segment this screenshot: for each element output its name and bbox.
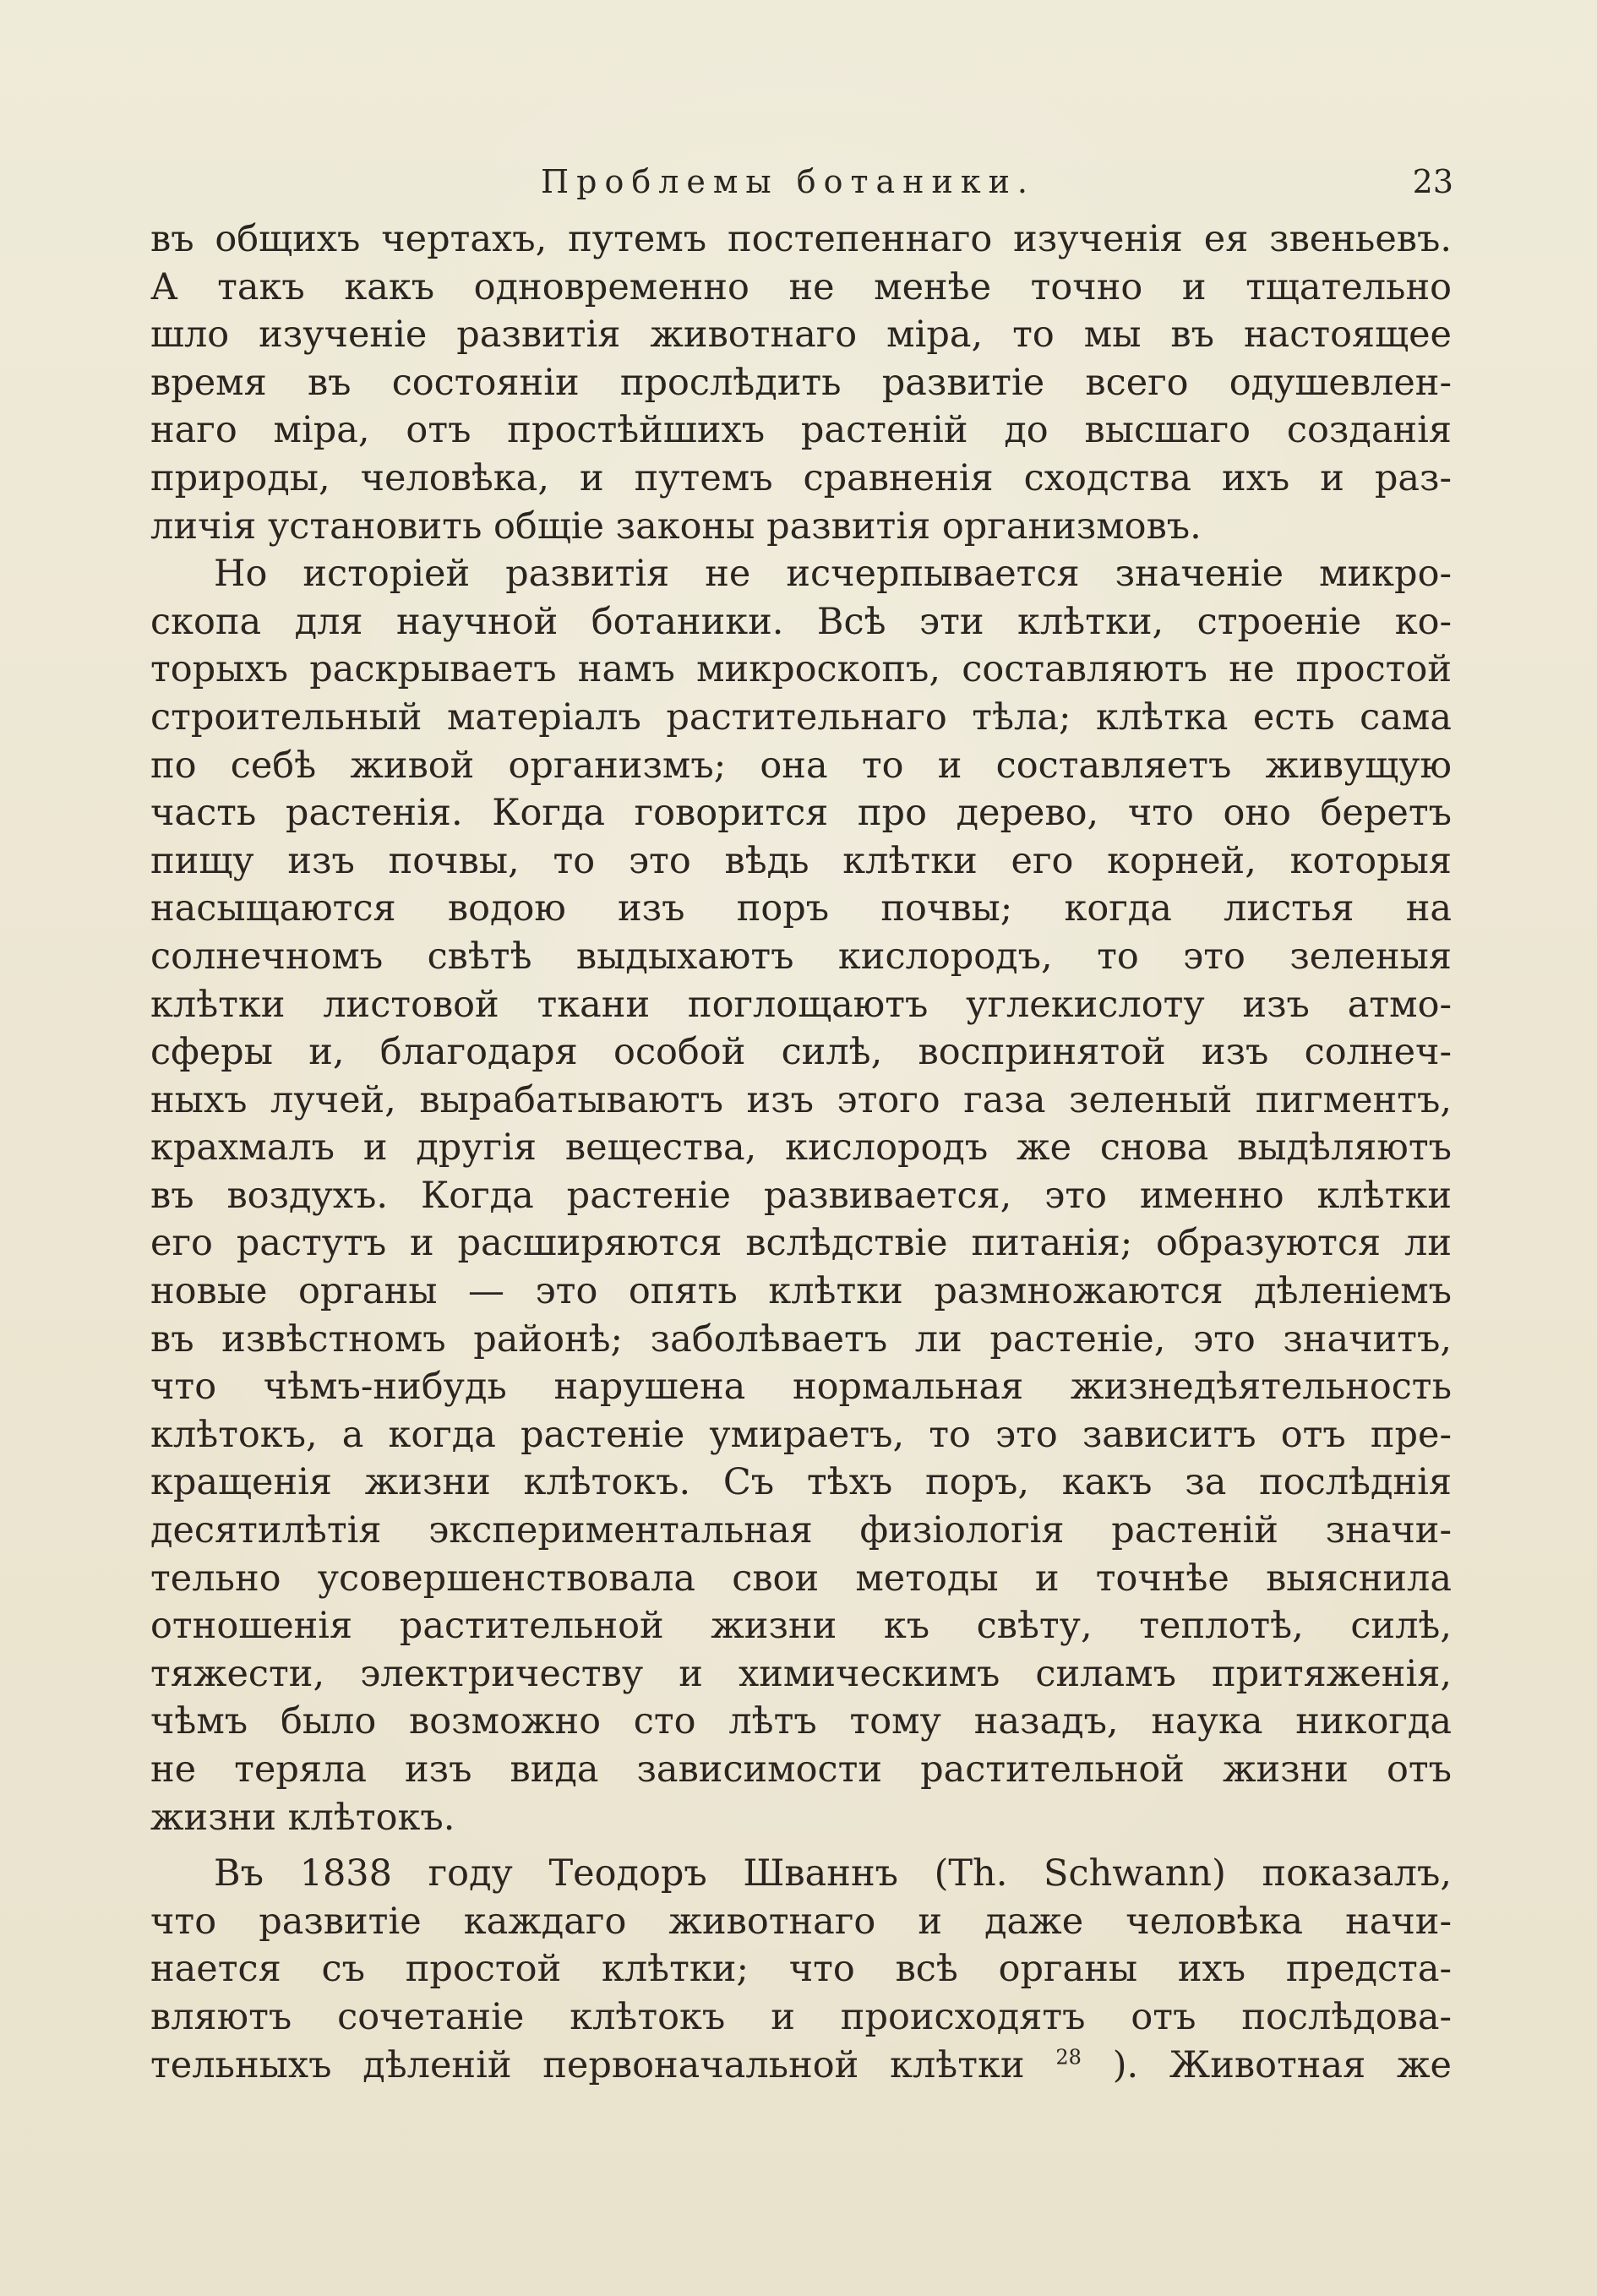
running-title: Проблемы ботаники. bbox=[541, 163, 1035, 200]
text-line: тяжести, электричеству и химическимъ силамъ притяженія, bbox=[150, 1652, 1452, 1695]
text-line: въ извѣстномъ районѣ; заболѣваетъ ли растеніе, это значитъ, bbox=[150, 1317, 1452, 1361]
text-line: личія установить общіе законы развитія организмовъ. bbox=[150, 504, 1202, 548]
text-line: скопа для научной ботаники. Всѣ эти клѣтки, строеніе ко- bbox=[150, 600, 1452, 643]
text-line: новые органы — это опять клѣтки размножаются дѣленіемъ bbox=[150, 1270, 1452, 1313]
footnote-reference[interactable]: 28 bbox=[1055, 2045, 1082, 2070]
text-line: крахмалъ и другія вещества, кислородъ же снова выдѣляютъ bbox=[150, 1126, 1452, 1170]
text-line: что развитіе каждаго животнаго и даже человѣка начи- bbox=[150, 1900, 1452, 1943]
text-line: нается съ простой клѣтки; что всѣ органы ихъ предста- bbox=[150, 1948, 1452, 1991]
text-fragment: тельныхъ дѣленій первоначальной клѣтки bbox=[150, 2043, 1025, 2086]
body-text bbox=[150, 215, 1452, 2089]
text-line: отношенія растительной жизни къ свѣту, теплотѣ, силѣ, bbox=[150, 1605, 1452, 1648]
text-fragment: ). Животная же bbox=[1112, 2043, 1452, 2086]
text-line: шло изученіе развитія животнаго міра, то мы въ настоящее bbox=[150, 314, 1452, 357]
page-header bbox=[541, 161, 1453, 211]
text-line: кращенія жизни клѣтокъ. Съ тѣхъ поръ, какъ за послѣднія bbox=[150, 1461, 1452, 1504]
text-line: пищу изъ почвы, то это вѣдь клѣтки его корней, которыя bbox=[150, 839, 1452, 882]
text-line: по себѣ живой организмъ; она то и составляетъ живущую bbox=[150, 744, 1452, 787]
text-line: природы, человѣка, и путемъ сравненія сходства ихъ и раз- bbox=[150, 456, 1452, 499]
text-line: наго міра, отъ простѣйшихъ растеній до высшаго созданія bbox=[150, 409, 1452, 452]
text-line: солнечномъ свѣтѣ выдыхаютъ кислородъ, то это зеленыя bbox=[150, 935, 1452, 978]
text-line: ныхъ лучей, вырабатываютъ изъ этого газа зеленый пигментъ, bbox=[150, 1078, 1452, 1121]
text-line: чѣмъ было возможно сто лѣтъ тому назадъ, наука никогда bbox=[150, 1700, 1452, 1743]
paragraph-start-line: Въ 1838 году Теодоръ Шваннъ (Th. Schwann) показалъ, bbox=[214, 1852, 1452, 1895]
text-line: клѣтки листовой ткани поглощаютъ углекислоту изъ атмо- bbox=[150, 983, 1452, 1026]
text-line: не теряла изъ вида зависимости растительной жизни отъ bbox=[150, 1748, 1452, 1791]
text-line: А такъ какъ одновременно не менѣе точно и тщательно bbox=[150, 265, 1452, 308]
text-line: тельно усовершенствовала свои методы и точнѣе выяснила bbox=[150, 1557, 1452, 1600]
text-line: его растутъ и расширяются вслѣдствіе питанія; образуются ли bbox=[150, 1222, 1452, 1265]
page-number: 23 bbox=[1412, 163, 1453, 200]
paragraph-gap bbox=[150, 1841, 1452, 1850]
text-line: десятилѣтія экспериментальная физіологія растеній значи- bbox=[150, 1509, 1452, 1552]
text-line-with-footnote bbox=[150, 2042, 1452, 2090]
text-line: сферы и, благодаря особой силѣ, воспринятой изъ солнеч- bbox=[150, 1031, 1452, 1074]
text-line: часть растенія. Когда говорится про дерево, что оно беретъ bbox=[150, 792, 1452, 835]
text-line: въ общихъ чертахъ, путемъ постепеннаго изученія ея звеньевъ. bbox=[150, 218, 1452, 260]
text-line: въ воздухъ. Когда растеніе развивается, это именно клѣтки bbox=[150, 1174, 1452, 1217]
text-line: насыщаются водою изъ поръ почвы; когда листья на bbox=[150, 887, 1452, 930]
text-line: клѣтокъ, а когда растеніе умираетъ, то это зависитъ отъ пре- bbox=[150, 1413, 1452, 1456]
text-line: что чѣмъ-нибудь нарушена нормальная жизнедѣятельность bbox=[150, 1366, 1452, 1409]
text-line: строительный матеріалъ растительнаго тѣла; клѣтка есть сама bbox=[150, 695, 1452, 739]
text-line: время въ состояніи прослѣдить развитіе всего одушевлен- bbox=[150, 361, 1452, 404]
text-line: жизни клѣтокъ. bbox=[150, 1796, 455, 1839]
text-line: торыхъ раскрываетъ намъ микроскопъ, составляютъ не простой bbox=[150, 648, 1452, 691]
paragraph-start-line: Но исторіей развитія не исчерпывается значеніе микро- bbox=[214, 553, 1452, 596]
text-line: вляютъ сочетаніе клѣтокъ и происходятъ отъ послѣдова- bbox=[150, 1995, 1452, 2038]
